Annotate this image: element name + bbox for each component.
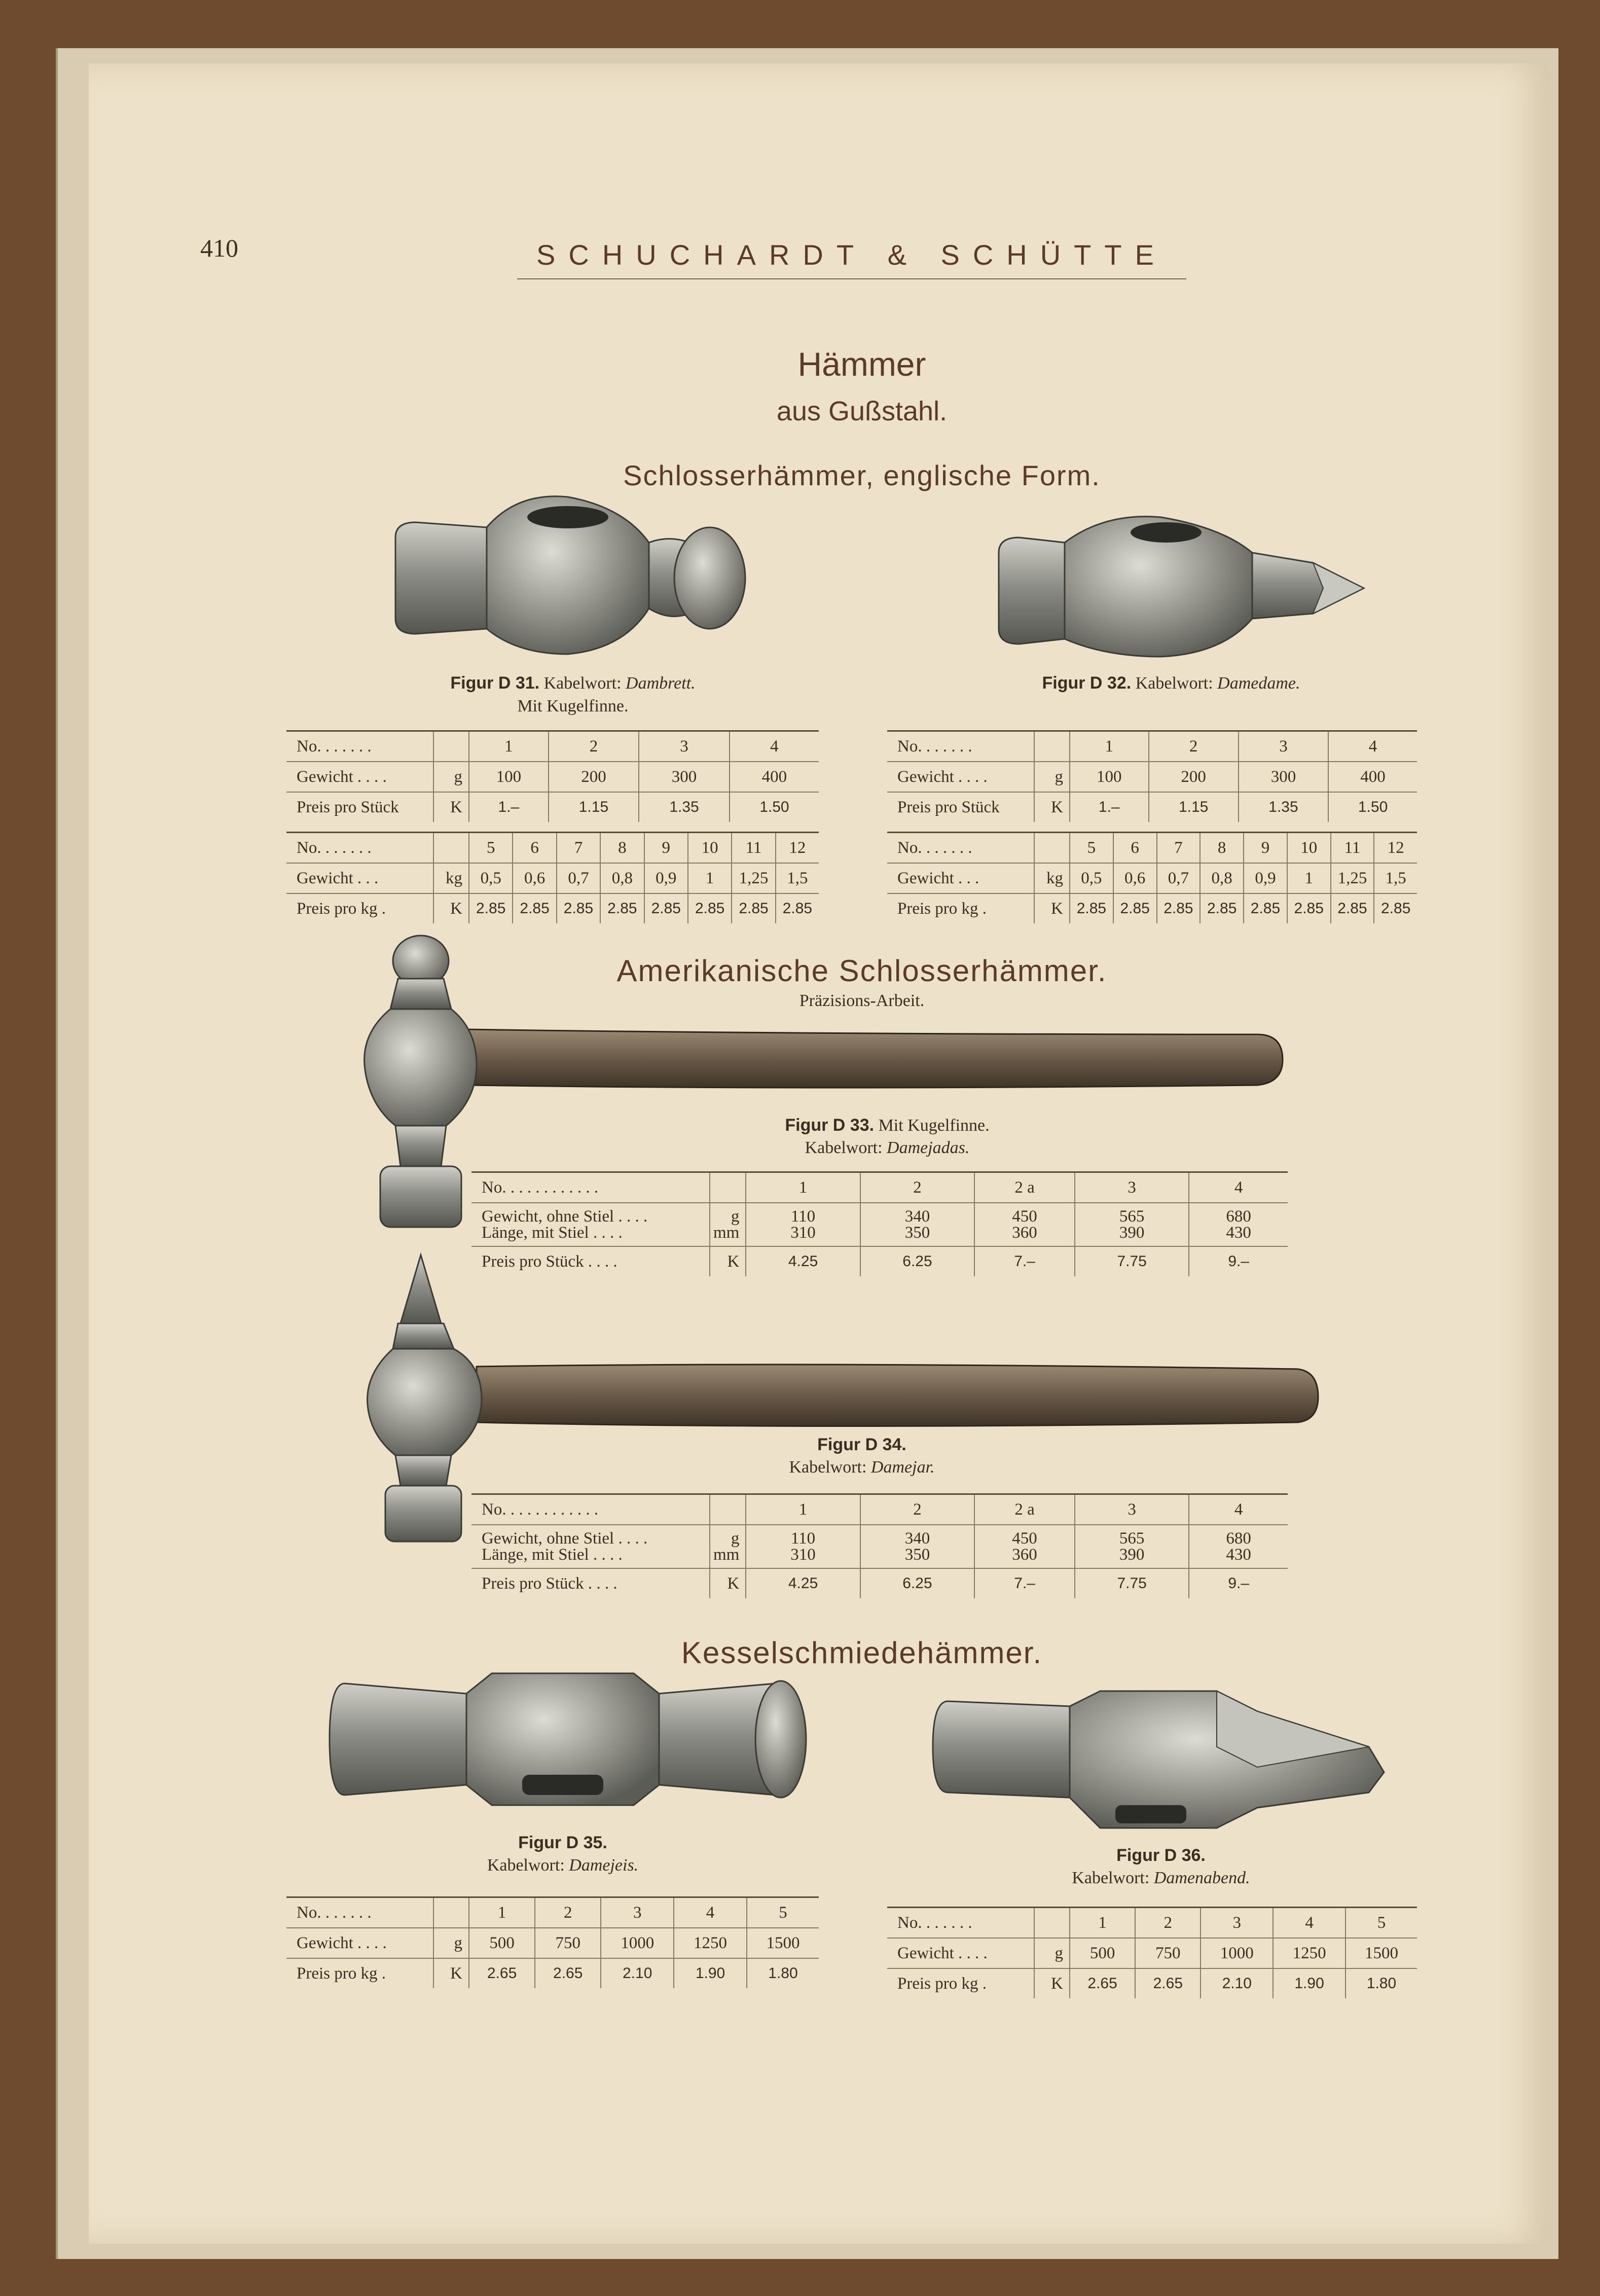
running-header: SCHUCHARDT & SCHÜTTE xyxy=(517,238,1186,279)
unit-g: g xyxy=(1034,1938,1070,1968)
cell-gewicht: 1000 xyxy=(601,1928,674,1958)
cell-no: 3 xyxy=(1239,731,1328,762)
cell-gewicht: 300 xyxy=(1239,762,1328,792)
cell-no: 4 xyxy=(1328,731,1417,762)
cell-preis: 2.85 xyxy=(1200,893,1244,923)
hammer-d32-illustration xyxy=(989,512,1374,659)
unit-g: g xyxy=(433,1928,469,1958)
section-subheading-praezision: Präzisions-Arbeit. xyxy=(799,991,925,1010)
cell-preis: 4.25 xyxy=(746,1568,860,1598)
cell-preis: 2.65 xyxy=(469,1958,535,1988)
cell-preis: 2.85 xyxy=(513,893,556,923)
cell-laenge: 350 xyxy=(904,1224,930,1242)
label-gewicht: Gewicht . . . . xyxy=(887,1938,1034,1968)
section-heading-englisch: Schlosserhämmer, englische Form. xyxy=(623,459,1101,491)
figure-d34-label xyxy=(684,1435,1039,1455)
unit-k: K xyxy=(710,1246,746,1276)
cell-preis: 2.85 xyxy=(776,893,819,923)
cell-no: 2 xyxy=(860,1172,974,1203)
cell-preis: 2.85 xyxy=(1374,893,1417,923)
figure-d31-label: Figur D 31. xyxy=(450,673,540,693)
cell-gewicht: 110 xyxy=(790,1207,816,1226)
cell-preis: 1.90 xyxy=(1273,1968,1346,1998)
cell-preis: 2.85 xyxy=(469,893,513,923)
unit-kg: kg xyxy=(1034,863,1070,893)
cell-gewicht: 450 xyxy=(1012,1207,1037,1226)
label-gewicht-stiel: Gewicht, ohne Stiel . . . . xyxy=(482,1529,648,1548)
cell-preis: 7.75 xyxy=(1075,1246,1189,1276)
label-preis-kg: Preis pro kg . xyxy=(887,1968,1034,1998)
figure-d32-caption xyxy=(953,673,1389,693)
cell-no: 4 xyxy=(674,1897,747,1928)
cell-gewicht: 1000 xyxy=(1201,1938,1273,1968)
cell-preis: 1.– xyxy=(469,792,549,822)
cell-no: 2 a xyxy=(974,1494,1075,1525)
cell-preis: 2.65 xyxy=(1135,1968,1201,1998)
cell-gewicht: 100 xyxy=(469,762,549,792)
label-no: No. . . . . . . xyxy=(887,833,1034,864)
cell-no: 3 xyxy=(1201,1908,1273,1939)
label-preis: Preis pro Stück xyxy=(887,792,1034,822)
figure-d33-caption xyxy=(659,1116,1115,1135)
cell-gewicht: 0,5 xyxy=(469,863,513,893)
cell-preis: 2.10 xyxy=(601,1958,674,1988)
unit-g: g xyxy=(731,1529,740,1548)
cell-gewicht: 680 xyxy=(1226,1207,1251,1226)
cell-preis: 2.85 xyxy=(732,893,775,923)
cell-gewicht: 300 xyxy=(639,762,730,792)
figure-d32-kabelwort: Damedame. xyxy=(1217,674,1300,693)
table-d34 xyxy=(471,1493,1288,1598)
cell-preis: 2.85 xyxy=(1244,893,1287,923)
cell-no: 4 xyxy=(1273,1908,1346,1939)
cell-preis: 2.85 xyxy=(557,893,600,923)
cell-gewicht: 500 xyxy=(469,1928,535,1958)
figure-d35-kabel xyxy=(385,1856,740,1875)
cell-gewicht: 200 xyxy=(1149,762,1239,792)
unit-k: K xyxy=(433,792,469,822)
figure-d31-kabelwort: Dambrett. xyxy=(626,674,696,693)
cell-no: 2 xyxy=(549,731,639,762)
figure-d36-label-text: Figur D 36. xyxy=(1116,1846,1206,1865)
label-no: No. . . . . . . xyxy=(286,833,433,864)
cell-gewicht: 500 xyxy=(1070,1938,1135,1968)
label-no: No. . . . . . . xyxy=(887,1908,1034,1939)
cell-no: 4 xyxy=(1189,1172,1288,1203)
figure-d36-kabel-label: Kabelwort: xyxy=(1072,1869,1150,1887)
cell-gewicht: 0,7 xyxy=(1157,863,1201,893)
label-preis-kg: Preis pro kg . xyxy=(887,893,1034,923)
cell-no: 4 xyxy=(730,731,819,762)
figure-d33-note: Mit Kugelfinne. xyxy=(878,1116,990,1135)
cell-gewicht: 340 xyxy=(904,1207,930,1226)
cell-preis: 6.25 xyxy=(860,1568,974,1598)
cell-gewicht: 1,25 xyxy=(1331,863,1374,893)
cell-no: 2 xyxy=(860,1494,974,1525)
cell-gewicht: 0,6 xyxy=(513,863,556,893)
cell-gewicht: 1,5 xyxy=(776,863,819,893)
label-gewicht: Gewicht . . . . xyxy=(286,762,433,792)
figure-d31-note: Mit Kugelfinne. xyxy=(517,697,629,715)
cell-no: 3 xyxy=(639,731,730,762)
cell-gewicht: 0,8 xyxy=(1200,863,1244,893)
cell-gewicht: 340 xyxy=(904,1529,930,1548)
cell-preis: 2.85 xyxy=(644,893,688,923)
cell-gewicht: 1,5 xyxy=(1374,863,1417,893)
page-title: Hämmer xyxy=(797,345,926,383)
cell-no: 3 xyxy=(1075,1172,1189,1203)
label-preis: Preis pro Stück . . . . xyxy=(471,1568,710,1598)
cell-laenge: 350 xyxy=(904,1546,930,1564)
label-no: No. . . . . . . xyxy=(887,731,1034,762)
cell-no: 5 xyxy=(1070,833,1113,864)
cell-no: 3 xyxy=(1075,1494,1189,1525)
cell-preis: 4.25 xyxy=(746,1246,860,1276)
cell-no: 11 xyxy=(1331,833,1374,864)
cell-laenge: 390 xyxy=(1119,1546,1145,1564)
figure-d36-label xyxy=(984,1846,1338,1866)
cell-preis: 2.85 xyxy=(688,893,732,923)
cell-preis: 1.50 xyxy=(1328,792,1417,822)
cell-laenge: 430 xyxy=(1226,1546,1251,1564)
figure-d33-kabelwort: Damejadas. xyxy=(887,1138,970,1157)
table-d31-small xyxy=(286,730,819,822)
cell-preis: 1.80 xyxy=(1346,1968,1417,1998)
label-gewicht: Gewicht . . . xyxy=(286,863,433,893)
cell-gewicht: 100 xyxy=(1070,762,1149,792)
figure-d34-label-text: Figur D 34. xyxy=(817,1435,906,1454)
cell-laenge: 310 xyxy=(790,1546,816,1564)
cell-preis: 6.25 xyxy=(860,1246,974,1276)
label-gewicht: Gewicht . . . . xyxy=(286,1928,433,1958)
hammer-d35-illustration xyxy=(330,1673,806,1805)
cell-preis: 1.– xyxy=(1070,792,1149,822)
figure-d36-kabelwort: Damenabend. xyxy=(1153,1869,1250,1887)
cell-no: 5 xyxy=(747,1897,819,1928)
cell-preis: 9.– xyxy=(1189,1568,1288,1598)
section-heading-amerikanisch: Amerikanische Schlosserhämmer. xyxy=(616,954,1107,988)
cell-laenge: 360 xyxy=(1012,1546,1037,1564)
cell-gewicht: 1,25 xyxy=(732,863,775,893)
cell-laenge: 360 xyxy=(1012,1224,1037,1242)
cell-gewicht: 450 xyxy=(1012,1529,1037,1548)
unit-k: K xyxy=(710,1568,746,1598)
cell-gewicht: 110 xyxy=(790,1529,816,1548)
cell-laenge: 310 xyxy=(790,1224,816,1242)
cell-no: 12 xyxy=(776,833,819,864)
cell-no: 1 xyxy=(1070,1908,1135,1939)
label-preis-kg: Preis pro kg . xyxy=(286,1958,433,1988)
label-no: No. . . . . . . . . . . . xyxy=(471,1172,710,1203)
figure-d35-kabelwort: Damejeis. xyxy=(569,1856,639,1875)
figure-d32-label: Figur D 32. xyxy=(1042,673,1132,693)
unit-g: g xyxy=(433,762,469,792)
cell-preis: 7.75 xyxy=(1075,1568,1189,1598)
cell-preis: 7.– xyxy=(974,1568,1075,1598)
cell-gewicht: 1500 xyxy=(1346,1938,1417,1968)
label-no: No. . . . . . . xyxy=(286,731,433,762)
cell-no: 6 xyxy=(1113,833,1157,864)
figure-d35-label xyxy=(385,1833,740,1853)
table-d36 xyxy=(887,1907,1417,1998)
cell-preis: 1.50 xyxy=(730,792,819,822)
cell-preis: 2.10 xyxy=(1201,1968,1273,1998)
cell-gewicht: 1 xyxy=(1287,863,1331,893)
table-d35 xyxy=(286,1896,819,1988)
unit-kg: kg xyxy=(433,863,469,893)
cell-preis: 2.85 xyxy=(1070,893,1113,923)
cell-no: 10 xyxy=(1287,833,1331,864)
cell-no: 3 xyxy=(601,1897,674,1928)
cell-gewicht: 750 xyxy=(535,1928,601,1958)
cell-preis: 2.65 xyxy=(535,1958,601,1988)
cell-no: 1 xyxy=(1070,731,1149,762)
label-preis: Preis pro Stück xyxy=(286,792,433,822)
label-no: No. . . . . . . xyxy=(286,1897,433,1928)
unit-k: K xyxy=(433,1958,469,1988)
cell-preis: 2.85 xyxy=(1287,893,1331,923)
cell-gewicht: 0,7 xyxy=(557,863,600,893)
figure-d35-label-text: Figur D 35. xyxy=(518,1833,607,1852)
cell-gewicht: 0,9 xyxy=(644,863,688,893)
cell-preis: 2.85 xyxy=(1157,893,1201,923)
cell-gewicht: 0,8 xyxy=(600,863,644,893)
label-gewicht: Gewicht . . . . xyxy=(887,762,1034,792)
cell-preis: 2.65 xyxy=(1070,1968,1135,1998)
cell-gewicht: 565 xyxy=(1119,1529,1145,1548)
cell-preis: 1.35 xyxy=(1239,792,1328,822)
figure-d33-label: Figur D 33. xyxy=(785,1116,875,1135)
unit-k: K xyxy=(1034,893,1070,923)
cell-gewicht: 400 xyxy=(1328,762,1417,792)
figure-d32-kabel-label: Kabelwort: xyxy=(1135,674,1213,693)
label-gewicht-stiel: Gewicht, ohne Stiel . . . . xyxy=(482,1207,648,1226)
cell-gewicht: 1250 xyxy=(674,1928,747,1958)
cell-no: 9 xyxy=(644,833,688,864)
cell-no: 2 xyxy=(1149,731,1239,762)
cell-laenge: 390 xyxy=(1119,1224,1145,1242)
figure-d34-kabel-label: Kabelwort: xyxy=(789,1458,867,1477)
cell-no: 5 xyxy=(1346,1908,1417,1939)
section-heading-kessel: Kesselschmiedehämmer. xyxy=(681,1636,1043,1670)
label-laenge-stiel: Länge, mit Stiel . . . . xyxy=(482,1224,623,1242)
label-laenge-stiel: Länge, mit Stiel . . . . xyxy=(482,1546,623,1564)
cell-laenge: 430 xyxy=(1226,1224,1251,1242)
figure-d34-kabelwort: Damejar. xyxy=(870,1458,935,1477)
cell-no: 1 xyxy=(746,1172,860,1203)
unit-g: g xyxy=(731,1207,740,1226)
cell-no: 6 xyxy=(513,833,556,864)
label-gewicht: Gewicht . . . xyxy=(887,863,1034,893)
cell-preis: 1.90 xyxy=(674,1958,747,1988)
cell-preis: 1.35 xyxy=(639,792,730,822)
cell-preis: 1.80 xyxy=(747,1958,819,1988)
cell-gewicht: 1500 xyxy=(747,1928,819,1958)
figure-d35-kabel-label: Kabelwort: xyxy=(487,1856,565,1875)
cell-no: 8 xyxy=(600,833,644,864)
figure-d36-kabel xyxy=(984,1869,1338,1888)
cell-no: 2 a xyxy=(974,1172,1075,1203)
cell-no: 1 xyxy=(469,1897,535,1928)
unit-g: g xyxy=(1034,762,1070,792)
cell-gewicht: 750 xyxy=(1135,1938,1201,1968)
cell-no: 2 xyxy=(535,1897,601,1928)
cell-no: 1 xyxy=(469,731,549,762)
unit-k: K xyxy=(1034,1968,1070,1998)
cell-gewicht: 0,5 xyxy=(1070,863,1113,893)
hammer-d36-illustration xyxy=(933,1691,1389,1833)
cell-gewicht: 680 xyxy=(1226,1529,1251,1548)
cell-no: 5 xyxy=(469,833,513,864)
unit-k: K xyxy=(433,893,469,923)
label-no: No. . . . . . . . . . . . xyxy=(471,1494,710,1525)
cell-no: 10 xyxy=(688,833,732,864)
figure-d33-kabel xyxy=(659,1138,1115,1158)
cell-gewicht: 0,6 xyxy=(1113,863,1157,893)
figure-d34-kabel xyxy=(684,1458,1039,1477)
table-d32-large xyxy=(887,832,1417,923)
table-d32-small xyxy=(887,730,1417,822)
label-preis-kg: Preis pro kg . xyxy=(286,893,433,923)
page-subtitle: aus Gußstahl. xyxy=(776,396,948,426)
cell-no: 1 xyxy=(746,1494,860,1525)
cell-no: 2 xyxy=(1135,1908,1201,1939)
cell-no: 9 xyxy=(1244,833,1287,864)
cell-preis: 9.– xyxy=(1189,1246,1288,1276)
cell-no: 8 xyxy=(1200,833,1244,864)
cell-gewicht: 200 xyxy=(549,762,639,792)
unit-mm: mm xyxy=(713,1546,740,1564)
unit-mm: mm xyxy=(713,1224,740,1242)
cell-no: 7 xyxy=(1157,833,1201,864)
cell-preis: 2.85 xyxy=(1331,893,1374,923)
cell-gewicht: 400 xyxy=(730,762,819,792)
page-number: 410 xyxy=(200,234,238,262)
cell-gewicht: 1 xyxy=(688,863,732,893)
table-d31-large xyxy=(286,832,819,923)
cell-gewicht: 0,9 xyxy=(1244,863,1287,893)
figure-d31-kabel-label: Kabelwort: xyxy=(543,674,622,693)
cell-no: 4 xyxy=(1189,1494,1288,1525)
figure-d31-caption xyxy=(355,673,791,693)
cell-preis: 1.15 xyxy=(1149,792,1239,822)
cell-gewicht: 1250 xyxy=(1273,1938,1346,1968)
cell-no: 11 xyxy=(732,833,775,864)
figure-d33-kabel-label: Kabelwort: xyxy=(805,1138,883,1157)
cell-gewicht: 565 xyxy=(1119,1207,1145,1226)
cell-preis: 1.15 xyxy=(549,792,639,822)
cell-preis: 2.85 xyxy=(1113,893,1157,923)
cell-no: 7 xyxy=(557,833,600,864)
cell-preis: 7.– xyxy=(974,1246,1075,1276)
unit-k: K xyxy=(1034,792,1070,822)
cell-preis: 2.85 xyxy=(600,893,644,923)
cell-no: 12 xyxy=(1374,833,1417,864)
label-preis: Preis pro Stück . . . . xyxy=(471,1246,710,1276)
hammer-d31-illustration xyxy=(385,487,755,659)
